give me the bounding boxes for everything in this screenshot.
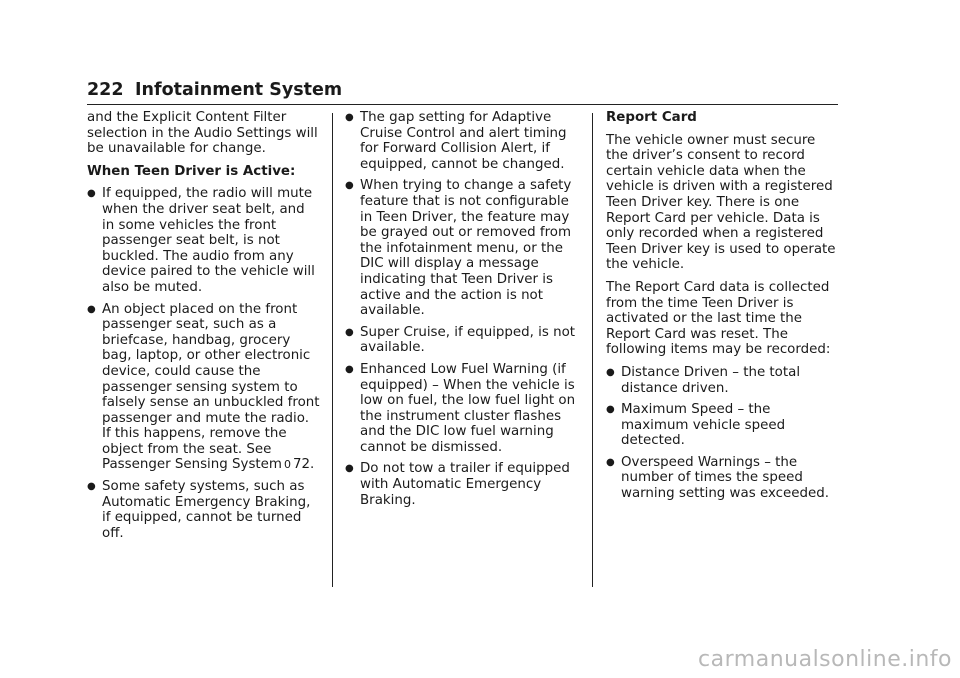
- bullet-icon: ●: [87, 303, 96, 315]
- bullet-icon: ●: [345, 326, 354, 338]
- list-item: ● Enhanced Low Fuel Warning (if equipped) – When the vehicle is low on fuel, the low fuel light on the instrument cluster flashes and the DIC low fuel warning cannot be dismissed.: [345, 361, 576, 455]
- bullet-icon: ●: [345, 112, 354, 123]
- list-item: ● When trying to change a safety feature that is not configurable in Teen Driver, the feature may be grayed out or removed from the infotainment menu, or the DIC will display a message indicating that Teen Driver is active and the action is not available.: [345, 178, 572, 319]
- heading-report-card: Report Card: [606, 110, 697, 125]
- intro-paragraph: and the Explicit Content Filter selection in the Audio Settings will be unavailable for change.: [87, 110, 318, 157]
- page-header: [87, 80, 838, 105]
- bullet-icon: ●: [345, 180, 354, 192]
- report-card-paragraph: The Report Card data is collected from the time Teen Driver is activated or the last time the Report Card was reset. The following items may be recorded:: [606, 279, 831, 358]
- bullet-list: [87, 186, 320, 541]
- bullet-icon: ●: [87, 481, 96, 493]
- column-right: [606, 110, 840, 508]
- list-item: ● Super Cruise, if equipped, is not available.: [345, 324, 576, 356]
- page-reference-link[interactable]: 72.: [292, 457, 315, 473]
- section-title: Infotainment System: [135, 80, 343, 100]
- list-item: ● The gap setting for Adaptive Cruise Control and alert timing for Forward Collision Alert, if equipped, cannot be changed.: [345, 110, 567, 172]
- page-number: 222: [87, 80, 124, 100]
- bullet-icon: ●: [606, 404, 615, 416]
- list-item: ● An object placed on the front passenger seat, such as a briefcase, handbag, grocery bag, laptop, or other electronic device, could cause the passenger sensing system to falsely sense an unbuckled front passenger and mute the radio. If this happens, remove the object from the seat. See Passenger Sensing System 0 72.: [87, 301, 320, 473]
- bullet-icon: ●: [345, 363, 354, 375]
- list-item: ● Distance Driven – the total distance driven.: [606, 364, 801, 396]
- list-item: ● If equipped, the radio will mute when the driver seat belt, and in some vehicles the front passenger seat belt, is not buckled. The audio from any device paired to the vehicle will also be muted.: [87, 186, 315, 295]
- bullet-icon: ●: [87, 188, 96, 200]
- watermark-text: carmanualsonline.info: [698, 647, 952, 672]
- list-item: ● Do not tow a trailer if equipped with Automatic Emergency Braking.: [345, 461, 570, 508]
- bullet-list: [345, 110, 580, 508]
- bullet-icon: ●: [606, 456, 615, 468]
- list-item: ● Maximum Speed – the maximum vehicle speed detected.: [606, 402, 786, 449]
- bullet-list: [606, 365, 840, 502]
- column-middle: [345, 110, 580, 514]
- column-divider: [332, 113, 333, 587]
- column-left: [87, 110, 320, 547]
- bullet-icon: ●: [606, 366, 615, 378]
- column-divider: [592, 113, 593, 587]
- list-item: ● Some safety systems, such as Automatic Emergency Braking, if equipped, cannot be turned off.: [87, 479, 311, 541]
- subheading-teen-driver-active: When Teen Driver is Active:: [87, 163, 296, 179]
- report-card-paragraph: The vehicle owner must secure the driver’s consent to record certain vehicle data when the vehicle is driven with a registered Teen Driver key. There is one Report Card per vehicle. Data is only recorded when a registered Teen Driver key is used to operate the vehicle.: [606, 132, 836, 273]
- list-item: ● Overspeed Warnings – the number of times the speed warning setting was exceeded.: [606, 454, 829, 502]
- bullet-icon: ●: [345, 463, 354, 475]
- page-reference-icon: 0: [283, 458, 291, 472]
